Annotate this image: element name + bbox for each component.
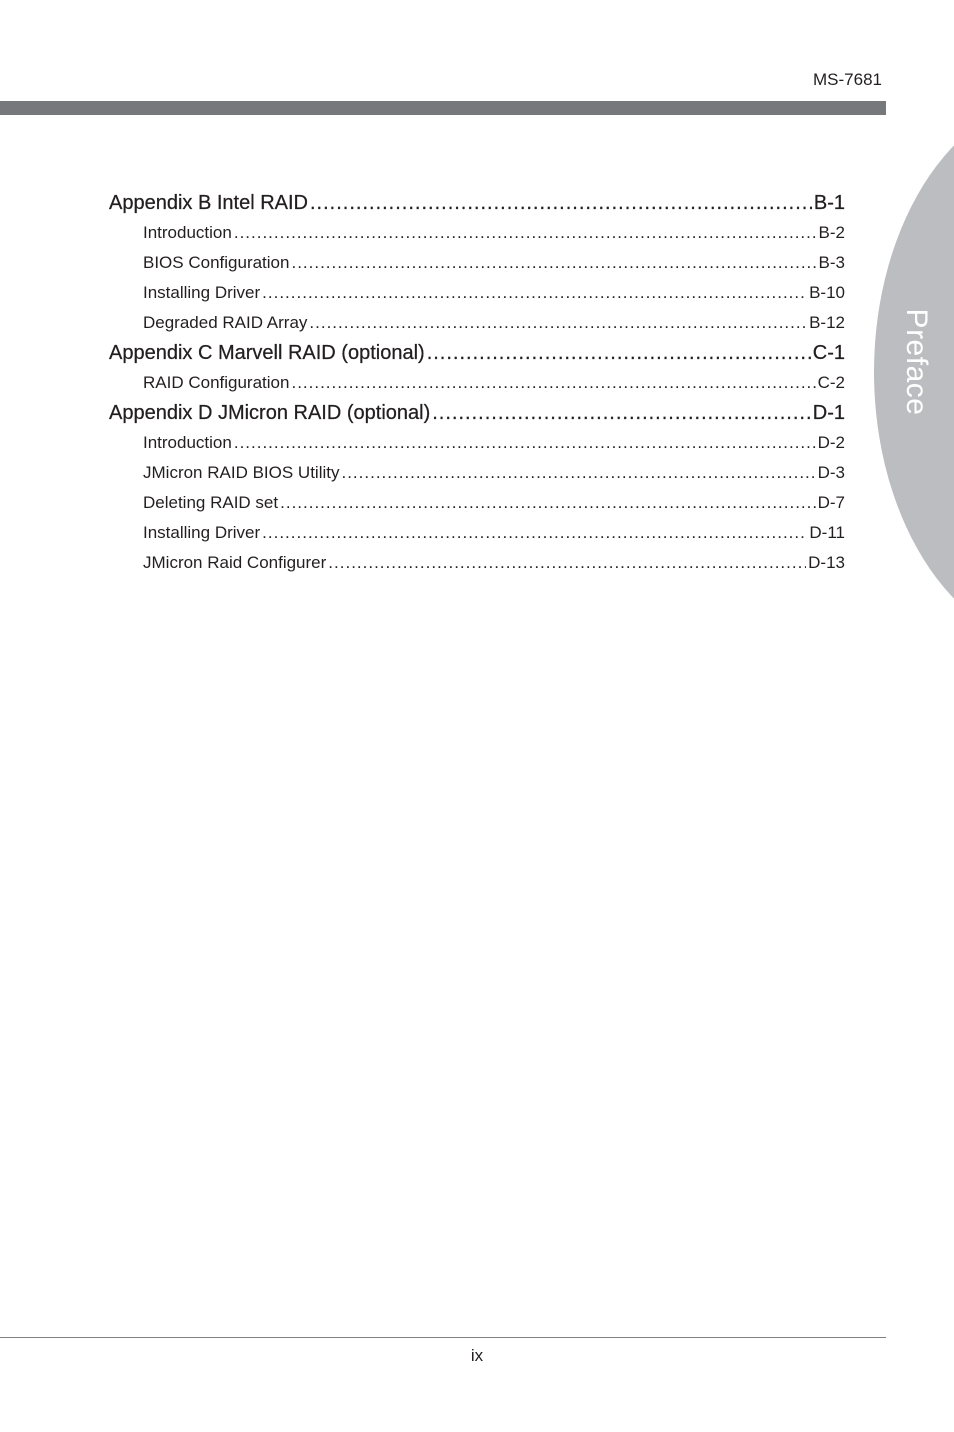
dot-leader xyxy=(310,188,812,218)
toc-entry-page: D-11 xyxy=(809,523,845,542)
toc-entry-page: C-1 xyxy=(812,342,845,364)
toc-entry-appendix-d[interactable] xyxy=(109,398,845,428)
dot-leader xyxy=(309,308,807,338)
toc-entry[interactable] xyxy=(109,368,845,398)
toc-entry[interactable] xyxy=(109,278,845,308)
toc-entry-title: BIOS Configuration xyxy=(143,253,290,272)
header-bar xyxy=(0,101,886,115)
dot-leader xyxy=(341,458,815,488)
toc-entry-title: Introduction xyxy=(143,223,232,242)
toc-entry-page: D-13 xyxy=(808,553,845,572)
toc-entry-appendix-b[interactable] xyxy=(109,188,845,218)
toc-entry-page: C-2 xyxy=(817,373,845,392)
toc-entry[interactable] xyxy=(109,488,845,518)
dot-leader xyxy=(234,428,816,458)
toc-entry-page: B-2 xyxy=(818,223,845,242)
toc-entry-page: D-7 xyxy=(817,493,845,512)
toc-entry-title: RAID Configuration xyxy=(143,373,290,392)
toc-entry-title: Installing Driver xyxy=(143,283,261,302)
toc-entry-page: B-3 xyxy=(818,253,845,272)
page-number: ix xyxy=(470,1346,484,1365)
footer-rule xyxy=(0,1337,886,1338)
model-number: MS-7681 xyxy=(813,70,882,89)
dot-leader xyxy=(291,248,816,278)
dot-leader xyxy=(432,398,811,428)
toc-entry-title: Appendix C Marvell RAID (optional) xyxy=(109,342,425,364)
dot-leader xyxy=(427,338,811,368)
toc-entry-page: B-12 xyxy=(809,313,845,332)
toc-entry-title: JMicron RAID BIOS Utility xyxy=(143,463,340,482)
toc-entry-page: B-10 xyxy=(809,283,845,302)
toc-entry-page: D-3 xyxy=(817,463,845,482)
toc-entry-page: D-2 xyxy=(817,433,845,452)
toc-entry-title: Deleting RAID set xyxy=(143,493,279,512)
dot-leader xyxy=(280,488,815,518)
toc-entry-title: Appendix B Intel RAID xyxy=(109,192,308,214)
toc-entry[interactable] xyxy=(109,428,845,458)
toc-entry[interactable] xyxy=(109,458,845,488)
toc-entry-title: Installing Driver xyxy=(143,523,261,542)
toc-entry[interactable] xyxy=(109,218,845,248)
toc-entry-title: Appendix D JMicron RAID (optional) xyxy=(109,402,431,424)
toc-entry[interactable] xyxy=(109,548,845,578)
toc-entry-appendix-c[interactable] xyxy=(109,338,845,368)
toc-entry-title: JMicron Raid Configurer xyxy=(143,553,327,572)
toc-entry-title: Degraded RAID Array xyxy=(143,313,308,332)
side-tab-label: Preface xyxy=(900,308,933,416)
toc-entry-page: D-1 xyxy=(812,402,845,424)
dot-leader xyxy=(328,548,806,578)
toc-entry-page: B-1 xyxy=(813,192,845,214)
toc-entry[interactable] xyxy=(109,308,845,338)
toc-entry-title: Introduction xyxy=(143,433,232,452)
table-of-contents xyxy=(109,188,845,578)
dot-leader xyxy=(262,278,807,308)
dot-leader xyxy=(262,518,807,548)
toc-entry[interactable] xyxy=(109,248,845,278)
dot-leader xyxy=(291,368,815,398)
dot-leader xyxy=(234,218,817,248)
toc-entry[interactable] xyxy=(109,518,845,548)
